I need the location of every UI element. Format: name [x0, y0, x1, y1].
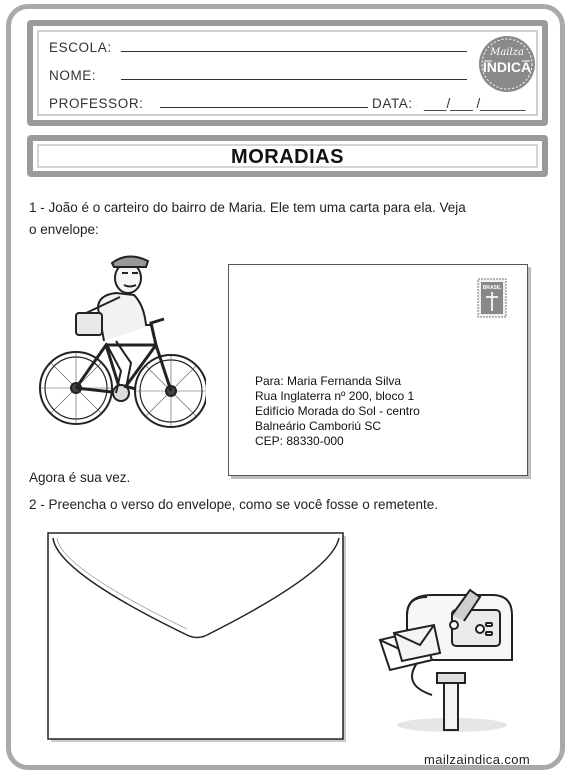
question-1 — [29, 197, 509, 241]
logo-text: INDICA — [482, 59, 532, 75]
postman-bicycle-icon — [36, 253, 206, 428]
date-label: DATA: — [372, 96, 413, 111]
envelope-back-icon[interactable] — [47, 532, 349, 745]
address-line-2: Rua Inglaterra nº 200, bloco 1 — [255, 389, 415, 403]
address-line-5: CEP: 88330-000 — [255, 434, 344, 448]
stamp-icon — [477, 278, 507, 318]
instruction-text: Agora é sua vez. — [29, 470, 131, 485]
stamp-text: BRASIL — [482, 285, 502, 291]
logo-icon — [476, 33, 538, 95]
teacher-field[interactable] — [160, 107, 368, 108]
address-line-3: Edifício Morada do Sol - centro — [255, 404, 420, 418]
school-field[interactable] — [121, 51, 467, 52]
page-title: MORADIAS — [231, 146, 344, 168]
date-field[interactable]: ___/___ /______ — [424, 96, 526, 111]
school-label: ESCOLA: — [49, 40, 112, 55]
question-1-line-1: 1 - João é o carteiro do bairro de Maria. Ele tem uma carta para ela. Veja — [29, 200, 466, 215]
address-block — [255, 374, 420, 449]
question-1-line-2: o envelope: — [29, 222, 99, 237]
address-line-4: Balneário Camboriú SC — [255, 419, 382, 433]
footer-url[interactable]: mailzaindica.com — [424, 752, 531, 767]
teacher-label: PROFESSOR: — [49, 96, 144, 111]
logo-script: Mailza — [490, 47, 524, 58]
name-field[interactable] — [121, 79, 467, 80]
mailbox-icon — [372, 585, 522, 735]
question-2: 2 - Preencha o verso do envelope, como se você fosse o remetente. — [29, 497, 438, 512]
address-line-1: Para: Maria Fernanda Silva — [255, 374, 402, 388]
name-label: NOME: — [49, 68, 97, 83]
